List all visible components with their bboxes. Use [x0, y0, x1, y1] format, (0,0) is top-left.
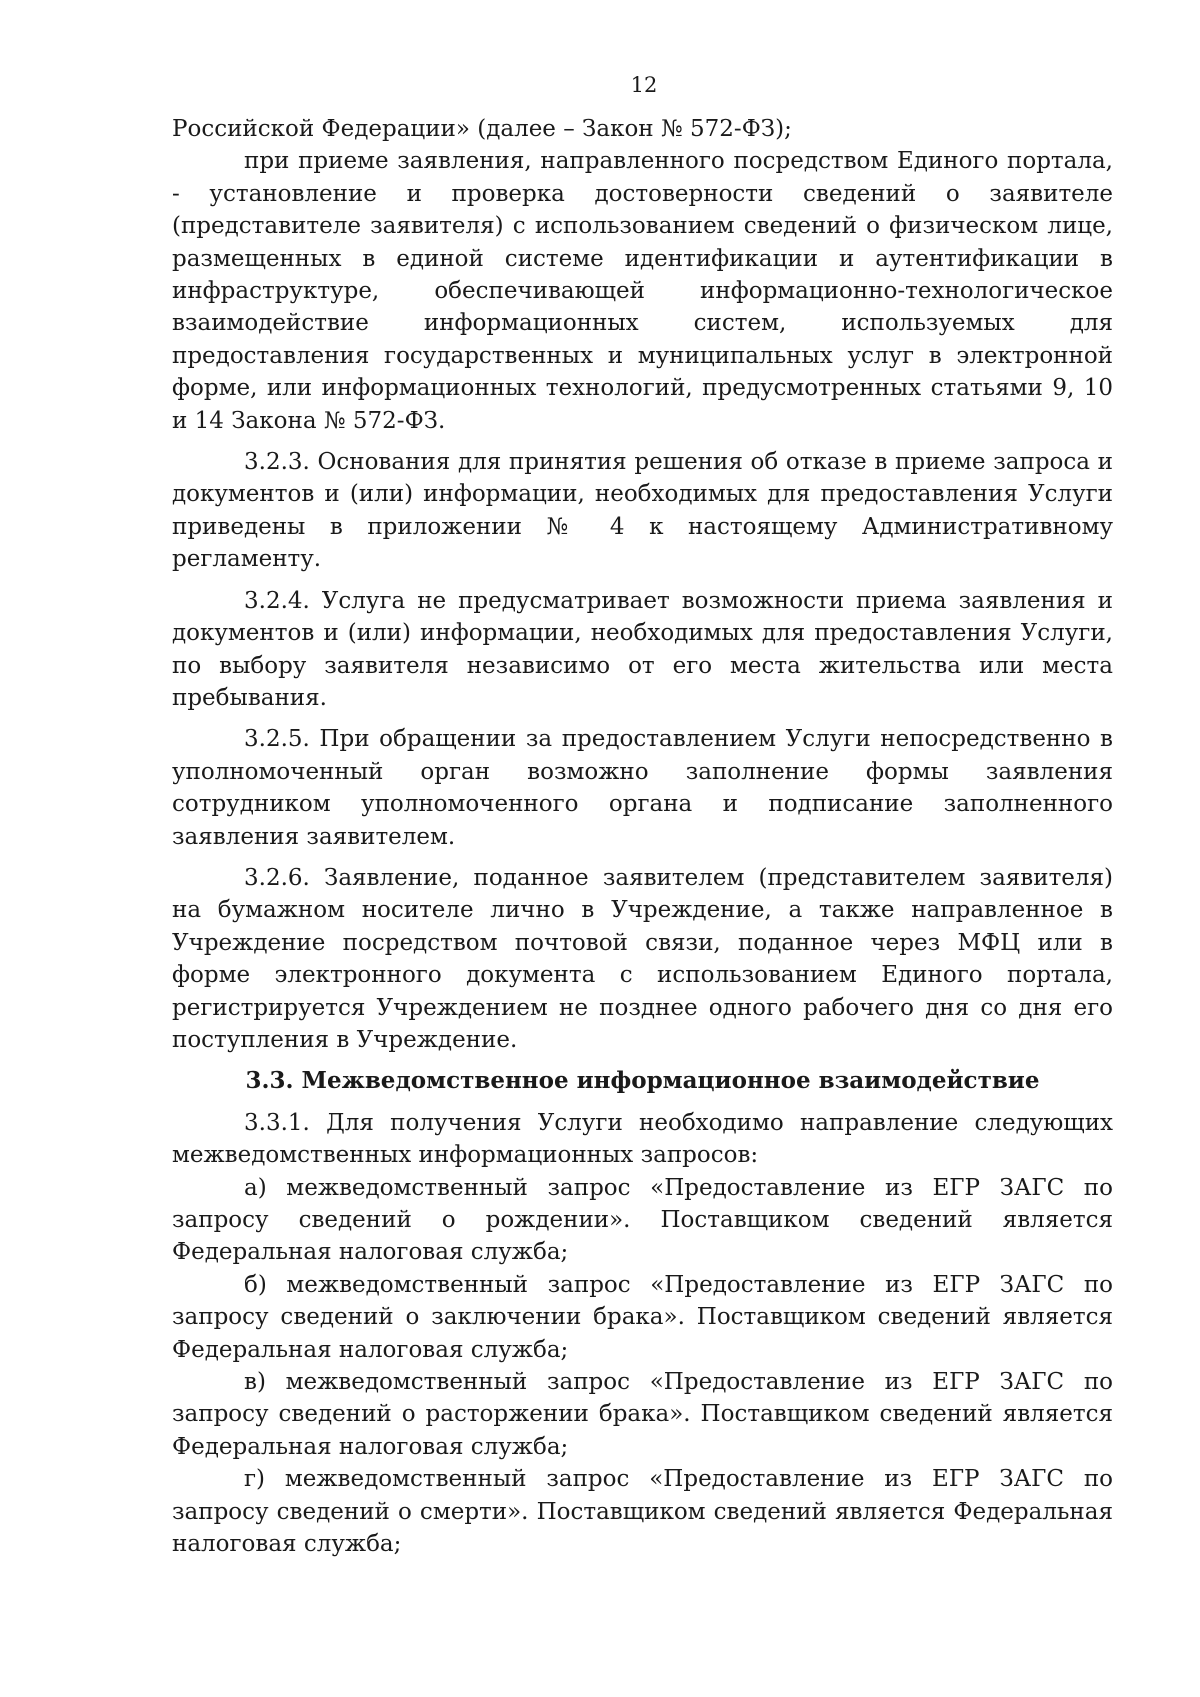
paragraph-portal-verification: при приеме заявления, направленного посредством Единого портала, - установление и проверка достоверности сведений о заявителе (представителе заявителя) с использованием сведений о физическом лице, размещенных в единой системе идентификации и аутентификации в инфраструктуре, обеспечивающей информационно-технологическое взаимодействие информационных систем, используемых для предоставления государственных и муниципальных услуг в электронной форме, или информационных технологий, предусмотренных статьями 9, 10 и 14 Закона № 572-ФЗ. — [172, 148, 1113, 434]
document-body — [172, 113, 1113, 1560]
list-item-b: б) межведомственный запрос «Предоставление из ЕГР ЗАГС по запросу сведений о заключении брака». Поставщиком сведений является Федеральная налоговая служба; — [172, 1271, 1113, 1363]
list-item-a: а) межведомственный запрос «Предоставление из ЕГР ЗАГС по запросу сведений о рождении». Поставщиком сведений является Федеральная налоговая служба; — [172, 1174, 1113, 1266]
paragraph-3-3-1: 3.3.1. Для получения Услуги необходимо направление следующих межведомственных информационных запросов: — [172, 1109, 1113, 1169]
paragraph-continuation: Российской Федерации» (далее – Закон № 572-ФЗ); — [172, 116, 792, 142]
paragraph-3-2-4: 3.2.4. Услуга не предусматривает возможности приема заявления и документов и (или) информации, необходимых для предоставления Услуги, по выбору заявителя независимо от его места жительства или места пребывания. — [172, 587, 1113, 711]
list-item-v: в) межведомственный запрос «Предоставление из ЕГР ЗАГС по запросу сведений о расторжении брака». Поставщиком сведений является Федеральная налоговая служба; — [172, 1369, 1113, 1460]
section-heading: 3.3. Межведомственное информационное взаимодействие — [245, 1067, 1040, 1095]
paragraph-3-2-5: 3.2.5. При обращении за предоставлением Услуги непосредственно в уполномоченный орган возможно заполнение формы заявления сотрудником уполномоченного органа и подписание заполненного заявления заявителем. — [172, 726, 1113, 850]
paragraph-3-2-3: 3.2.3. Основания для принятия решения об отказе в приеме запроса и документов и (или) информации, необходимых для предоставления Услуги приведены в приложении № 4 к настоящему Административному регламенту. — [172, 449, 1113, 573]
page-number: 12 — [630, 73, 658, 97]
paragraph-3-2-6: 3.2.6. Заявление, поданное заявителем (представителем заявителя) на бумажном носителе лично в Учреждение, а также направленное в Учреждение посредством почтовой связи, поданное через МФЦ или в форме электронного документа с использованием Единого портала, регистрируется Учреждением не позднее одного рабочего дня со дня его поступления в Учреждение. — [172, 864, 1113, 1053]
list-item-g: г) межведомственный запрос «Предоставление из ЕГР ЗАГС по запросу сведений о смерти». Поставщиком сведений является Федеральная налоговая служба; — [172, 1466, 1113, 1558]
